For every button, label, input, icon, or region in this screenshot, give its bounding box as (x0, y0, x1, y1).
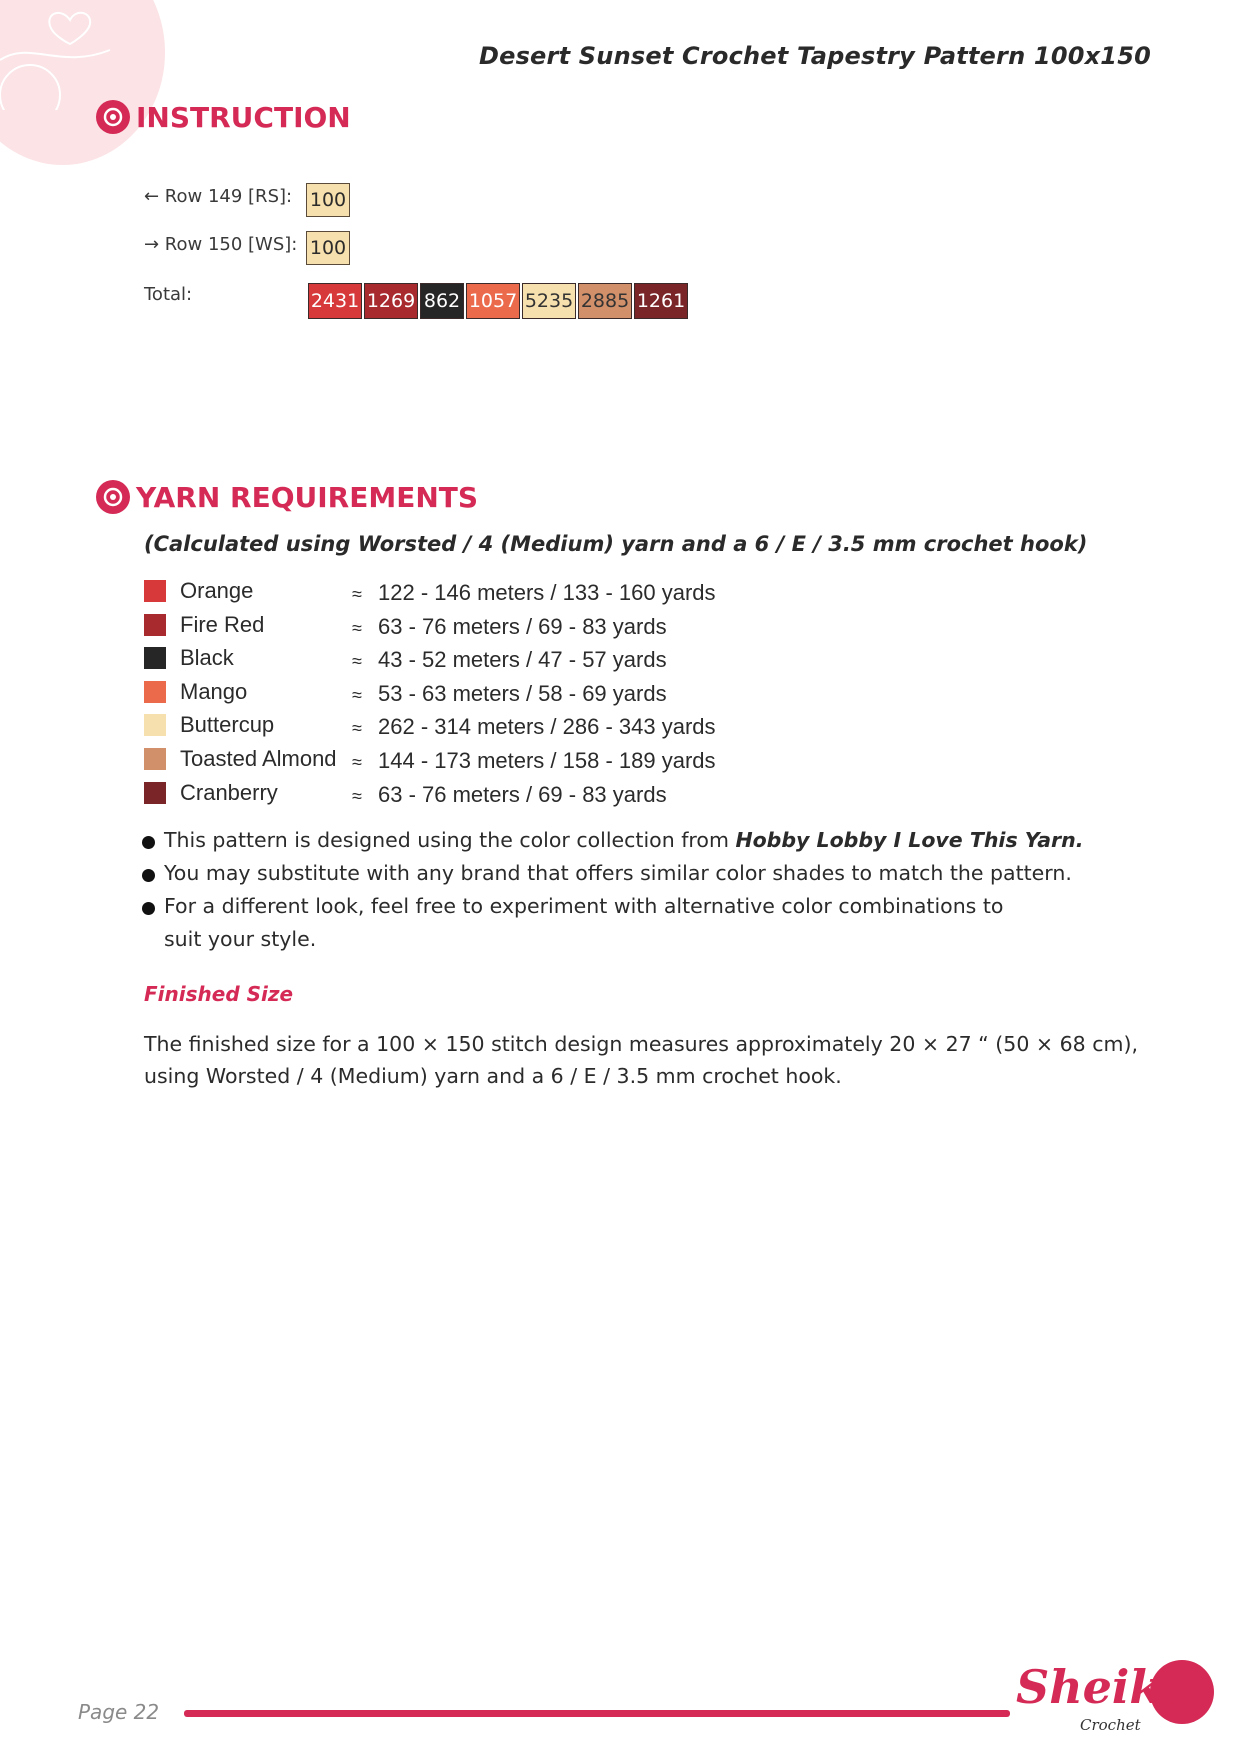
instruction-heading (96, 100, 351, 134)
note-item: For a different look, feel free to experiment with alternative color combinations to suit your style. (140, 890, 1044, 956)
section-title: INSTRUCTION (136, 100, 351, 134)
color-swatch (144, 580, 166, 602)
approx-symbol: ≈ (352, 785, 362, 806)
yarn-amount: ≈ 122 - 146 meters / 133 - 160 yards (352, 580, 716, 605)
bullet-icon (142, 869, 155, 882)
approx-symbol: ≈ (352, 751, 362, 772)
approx-symbol: ≈ (352, 617, 362, 638)
note-item: You may substitute with any brand that offers similar color shades to match the pattern. (140, 857, 1140, 890)
logo-text: Sheika (1016, 1660, 1192, 1714)
stitch-count: 100 (306, 231, 350, 265)
total-chip: 5235 (522, 283, 576, 319)
color-swatch (144, 647, 166, 669)
footer-divider (184, 1710, 1010, 1717)
yarn-name: Orange (180, 578, 254, 603)
brand-logo (1016, 1650, 1226, 1745)
yarn-amount: ≈ 144 - 173 meters / 158 - 189 yards (352, 747, 716, 773)
total-chip: 2885 (578, 283, 632, 319)
bullet-icon (142, 902, 155, 915)
yarn-amount: ≈ 43 - 52 meters / 47 - 57 yards (352, 647, 667, 673)
yarn-requirements-heading (96, 480, 478, 514)
yarn-subtitle: (Calculated using Worsted / 4 (Medium) yarn and a 6 / E / 3.5 mm crochet hook) (144, 532, 1088, 556)
finished-size-title: Finished Size (144, 982, 294, 1006)
yarn-amount: ≈ 262 - 314 meters / 286 - 343 yards (352, 714, 716, 740)
color-swatch (144, 681, 166, 703)
logo-subtext: Crochet (1080, 1716, 1141, 1734)
total-chip: 2431 (308, 283, 362, 319)
approx-symbol: ≈ (352, 651, 362, 672)
approx-symbol: ≈ (352, 584, 362, 604)
yarn-name: Cranberry (180, 779, 278, 805)
approx-symbol: ≈ (352, 718, 362, 739)
brand-badge-icon (96, 480, 130, 514)
total-chip: 1261 (634, 283, 688, 319)
yarn-amount: ≈ 63 - 76 meters / 69 - 83 yards (352, 613, 667, 639)
yarn-name: Mango (180, 678, 248, 704)
total-chip: 862 (420, 283, 464, 319)
finished-size-text: The finished size for a 100 × 150 stitch design measures approximately 20 × 27 “ (50 × 68 cm), using Worsted / 4 (Medium) yarn and a 6 / E / 3.5 mm crochet hook. (144, 1032, 1138, 1088)
notes-list (140, 824, 1140, 956)
row-label: ← Row 149 [RS]: (144, 186, 293, 207)
corner-yarn-decoration (0, 0, 165, 165)
brand-badge-icon (96, 100, 130, 134)
document-title: Desert Sunset Crochet Tapestry Pattern 100x150 (478, 42, 1151, 70)
note-item: This pattern is designed using the color collection from Hobby Lobby I Love This Yarn. (140, 824, 1140, 857)
brand-name: Hobby Lobby I Love This Yarn. (735, 828, 1084, 852)
yarn-name: Fire Red (180, 611, 265, 637)
yarn-name: Toasted Almond (180, 745, 337, 771)
yarn-name: Buttercup (180, 712, 275, 738)
total-label: Total: (144, 284, 193, 305)
color-totals (308, 283, 688, 319)
stitch-count: 100 (306, 183, 350, 217)
section-title: YARN REQUIREMENTS (136, 480, 479, 514)
yarn-amount: ≈ 53 - 63 meters / 58 - 69 yards (352, 680, 667, 706)
total-chip: 1057 (466, 283, 520, 319)
bullet-icon (142, 836, 155, 849)
color-swatch (144, 782, 166, 804)
approx-symbol: ≈ (352, 684, 362, 705)
page-number: Page 22 (78, 1700, 160, 1724)
heart-yarn-icon (0, 0, 120, 110)
yarn-name: Black (180, 645, 234, 671)
color-swatch (144, 748, 166, 770)
yarn-amount: ≈ 63 - 76 meters / 69 - 83 yards (352, 781, 667, 807)
row-label: → Row 150 [WS]: (144, 234, 298, 255)
total-chip: 1269 (364, 283, 418, 319)
color-swatch (144, 714, 166, 736)
color-swatch (144, 614, 166, 636)
